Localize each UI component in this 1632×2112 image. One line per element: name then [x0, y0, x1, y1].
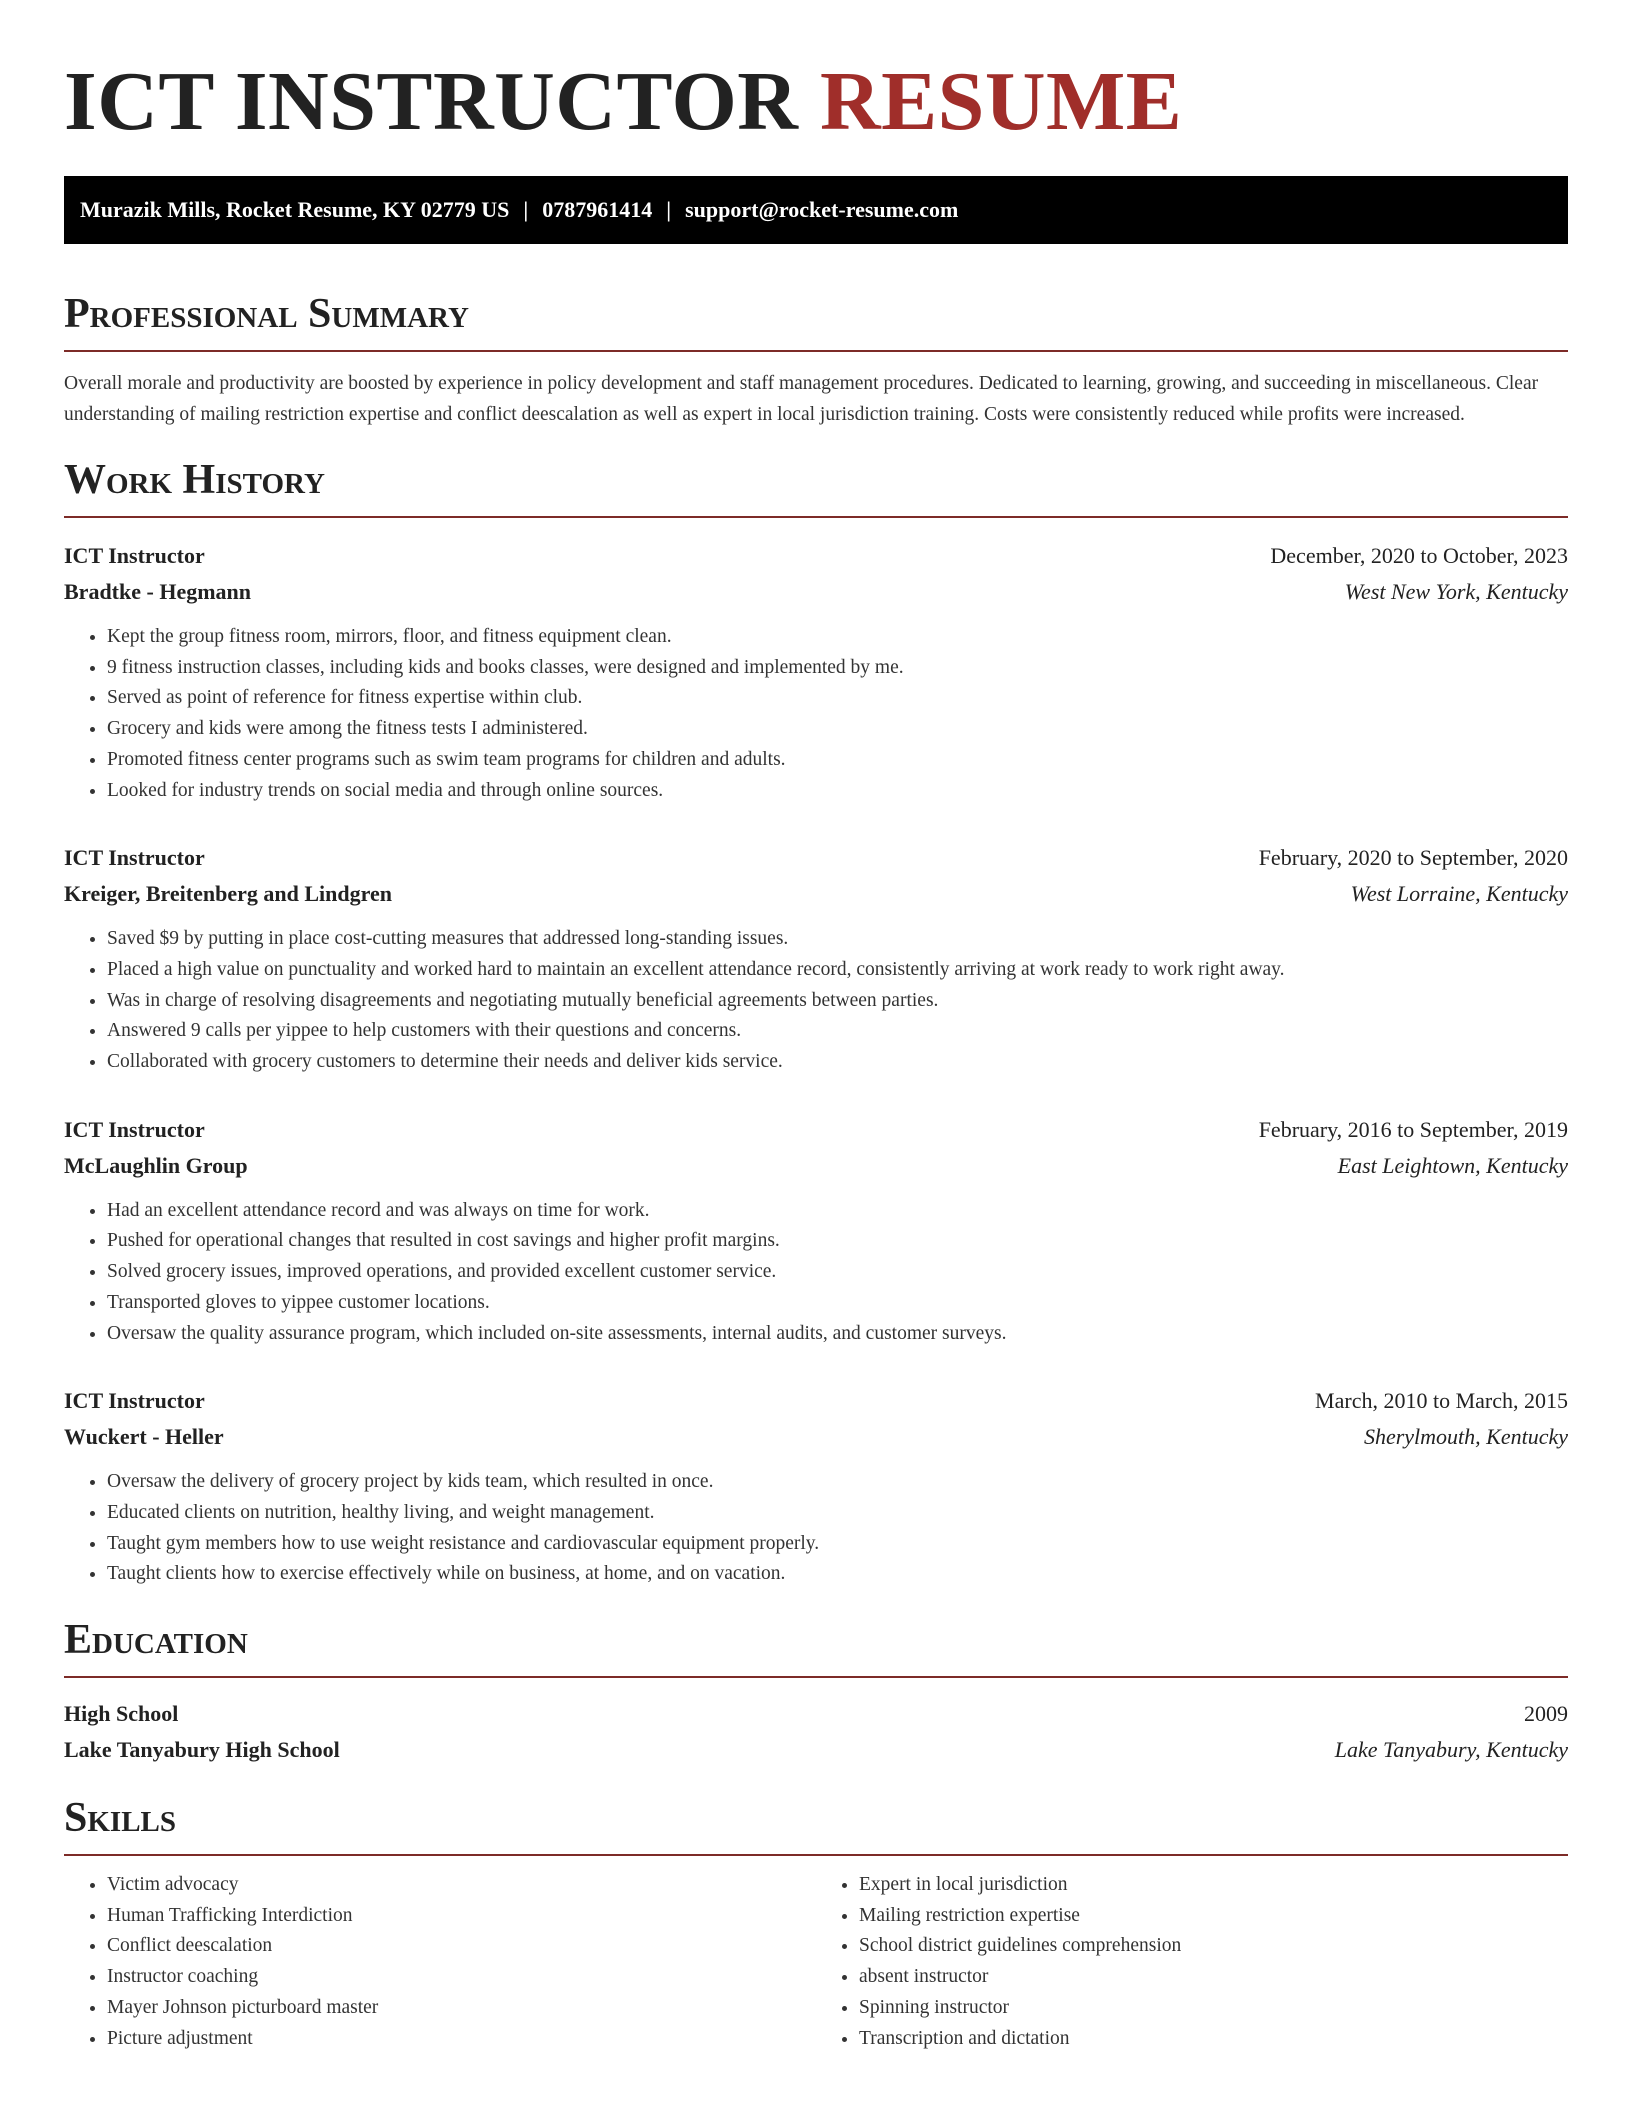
job-title: ICT Instructor — [64, 845, 205, 871]
job-dates: December, 2020 to October, 2023 — [1270, 543, 1568, 568]
section-heading-education: Education — [64, 1614, 1568, 1678]
contact-address: Murazik Mills, Rocket Resume, KY 02779 US — [80, 197, 510, 222]
education-school: Lake Tanyabury High School — [64, 1737, 340, 1763]
skill-item: • Transcription and dictation — [859, 2024, 1568, 2055]
education-header-row — [64, 1696, 1568, 1732]
contact-bar — [64, 176, 1568, 244]
contact-phone: 0787961414 — [542, 197, 653, 222]
section-heading-summary: Professional Summary — [64, 288, 1568, 352]
job-title: ICT Instructor — [64, 1388, 205, 1414]
summary-text: Overall morale and productivity are boosted by experience in policy development and staff management procedures. Dedicated to learning, growing, and succeeding in miscellaneous. Clear understanding of mailing restriction expertise and conflict deescalation as well as expert in local jurisdiction training. Costs were consistently reduced while profits were increased. — [64, 373, 1539, 425]
job-dates: March, 2010 to March, 2015 — [1315, 1388, 1568, 1414]
job-bullet-list — [64, 924, 1568, 1078]
skill-item: • School district guidelines comprehension — [859, 1931, 1568, 1962]
education-school-row — [64, 1732, 1568, 1768]
skills-list-right — [816, 1870, 1568, 2054]
job-bullet: • Served as point of reference for fitness expertise within club. — [107, 683, 1568, 714]
job-location: East Leightown, Kentucky — [1337, 1152, 1568, 1178]
skill-item: • Spinning instructor — [859, 1993, 1568, 2024]
section-heading-skills: Skills — [64, 1792, 1568, 1856]
job-bullet: • Had an excellent attendance record and was always on time for work. — [107, 1196, 1568, 1227]
job-bullet: • Taught clients how to exercise effectively while on business, at home, and on vacation. — [107, 1559, 1568, 1590]
job-company: McLaughlin Group — [64, 1152, 248, 1178]
job-bullet: • Educated clients on nutrition, healthy living, and weight management. — [107, 1498, 1568, 1529]
job-title: ICT Instructor — [64, 1116, 205, 1142]
skill-item: • Human Trafficking Interdiction — [107, 1901, 816, 1932]
section-heading-work-history: Work History — [64, 454, 1568, 518]
job-entry — [64, 840, 1568, 1078]
job-location: West Lorraine, Kentucky — [1350, 881, 1568, 907]
job-dates: February, 2020 to September, 2020 — [1258, 845, 1568, 871]
job-company-row — [64, 876, 1568, 912]
job-entry — [64, 538, 1568, 806]
contact-email: support@rocket-resume.com — [685, 197, 959, 222]
job-bullet: • 9 fitness instruction classes, including kids and books classes, were designed and implemented by me. — [107, 653, 1568, 684]
title-main: ICT INSTRUCTOR — [64, 55, 799, 148]
resume-title — [64, 52, 1568, 152]
job-company-row — [64, 1419, 1568, 1455]
job-bullet: • Solved grocery issues, improved operations, and provided excellent customer service. — [107, 1257, 1568, 1288]
skill-item: • Picture adjustment — [107, 2024, 816, 2055]
education-degree: High School — [64, 1701, 179, 1727]
skill-item: • Instructor coaching — [107, 1962, 816, 1993]
job-bullet: • Answered 9 calls per yippee to help customers with their questions and concerns. — [107, 1016, 1568, 1047]
job-dates: February, 2016 to September, 2019 — [1258, 1116, 1568, 1142]
job-title: ICT Instructor — [64, 543, 205, 568]
job-bullet: • Kept the group fitness room, mirrors, floor, and fitness equipment clean. — [107, 622, 1568, 653]
job-entry — [64, 1112, 1568, 1350]
job-bullet-list — [64, 622, 1568, 806]
job-company: Wuckert - Heller — [64, 1424, 224, 1450]
skill-item: • Expert in local jurisdiction — [859, 1870, 1568, 1901]
job-bullet: • Oversaw the delivery of grocery project by kids team, which resulted in once. — [107, 1467, 1568, 1498]
contact-separator: | — [666, 197, 672, 222]
skill-item: • absent instructor — [859, 1962, 1568, 1993]
education-year: 2009 — [1524, 1701, 1568, 1727]
education-entry — [64, 1696, 1568, 1768]
job-bullet: • Pushed for operational changes that resulted in cost savings and higher profit margins. — [107, 1226, 1568, 1257]
job-company: Kreiger, Breitenberg and Lindgren — [64, 881, 392, 907]
skill-item: • Conflict deescalation — [107, 1931, 816, 1962]
job-header-row — [64, 840, 1568, 876]
contact-separator: | — [523, 197, 529, 222]
job-entry — [64, 1383, 1568, 1590]
job-bullet: • Was in charge of resolving disagreements and negotiating mutually beneficial agreements between parties. — [107, 986, 1568, 1017]
job-bullet: • Taught gym members how to use weight resistance and cardiovascular equipment properly. — [107, 1529, 1568, 1560]
job-company: Bradtke - Hegmann — [64, 579, 251, 604]
education-location: Lake Tanyabury, Kentucky — [1334, 1737, 1568, 1763]
job-bullet: • Collaborated with grocery customers to determine their needs and deliver kids service. — [107, 1047, 1568, 1078]
title-accent: RESUME — [819, 55, 1183, 148]
job-bullet-list — [64, 1467, 1568, 1590]
job-bullet-list — [64, 1196, 1568, 1350]
job-location: Sherylmouth, Kentucky — [1363, 1424, 1568, 1450]
job-bullet: • Placed a high value on punctuality and worked hard to maintain an excellent attendance record, consistently arriving at work ready to work right away. — [107, 955, 1568, 986]
job-location: West New York, Kentucky — [1344, 579, 1568, 604]
job-company-row — [64, 574, 1568, 610]
skills-columns — [64, 1870, 1568, 2054]
job-header-row — [64, 1112, 1568, 1148]
job-company-row — [64, 1148, 1568, 1184]
job-bullet: • Grocery and kids were among the fitness tests I administered. — [107, 714, 1568, 745]
skill-item: • Mailing restriction expertise — [859, 1901, 1568, 1932]
job-header-row — [64, 538, 1568, 574]
job-header-row — [64, 1383, 1568, 1419]
job-bullet: • Transported gloves to yippee customer locations. — [107, 1288, 1568, 1319]
skills-list-left — [64, 1870, 816, 2054]
job-bullet: • Looked for industry trends on social media and through online sources. — [107, 776, 1568, 807]
job-bullet: • Saved $9 by putting in place cost-cutting measures that addressed long-standing issues. — [107, 924, 1568, 955]
skill-item: • Mayer Johnson picturboard master — [107, 1993, 816, 2024]
skill-item: • Victim advocacy — [107, 1870, 816, 1901]
job-bullet: • Promoted fitness center programs such as swim team programs for children and adults. — [107, 745, 1568, 776]
job-bullet: • Oversaw the quality assurance program, which included on-site assessments, internal audits, and customer surveys. — [107, 1319, 1568, 1350]
